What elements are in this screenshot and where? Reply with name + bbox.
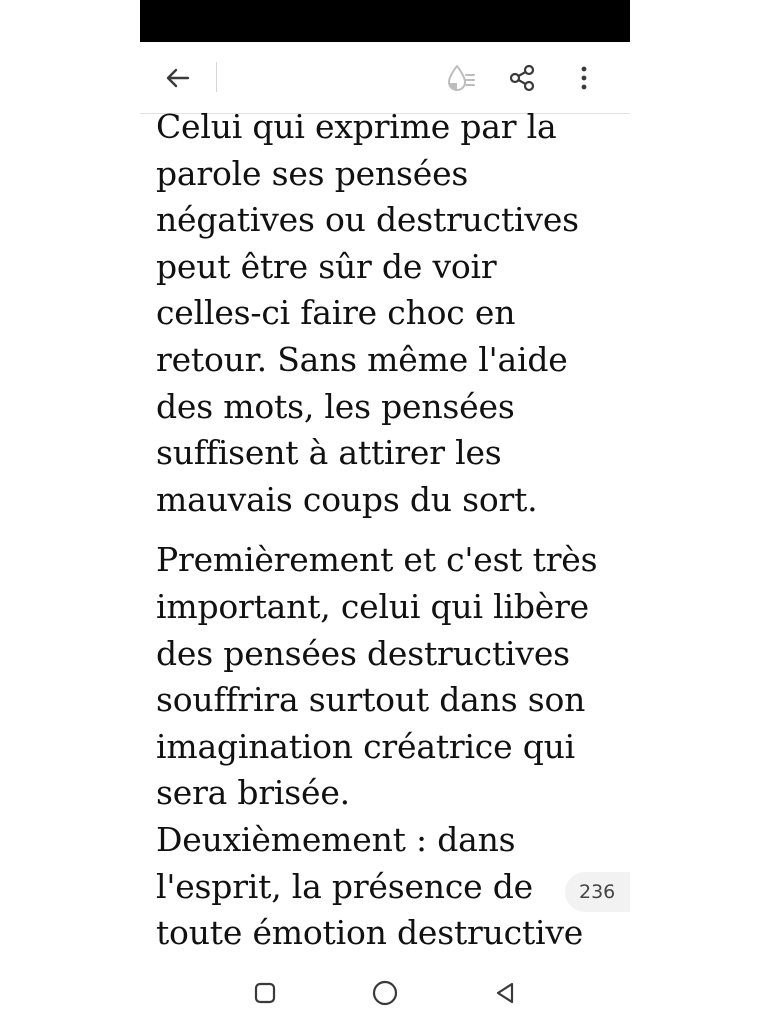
reader-mode-button[interactable] (439, 56, 483, 100)
text-line: Deuxièmement : dans (156, 819, 516, 859)
home-icon (371, 979, 399, 1007)
status-bar (140, 0, 630, 42)
share-button[interactable] (500, 56, 544, 100)
more-options-button[interactable] (562, 56, 606, 100)
recent-apps-icon (253, 981, 277, 1005)
text-line: négatives ou destructives (156, 200, 579, 240)
text-line: l'esprit, la présence de (156, 866, 534, 906)
right-margin (630, 0, 768, 1024)
text-line: suffisent à attirer les (156, 433, 502, 473)
arrow-left-icon (164, 64, 192, 92)
text-line: peut être sûr de voir (156, 246, 497, 286)
reader-mode-icon (444, 62, 478, 94)
text-line: celles-ci faire choc en (156, 293, 516, 333)
toolbar-divider (216, 62, 217, 92)
phone-screen (140, 0, 630, 1024)
share-icon (507, 63, 537, 93)
more-vertical-icon (579, 64, 589, 92)
left-margin (0, 0, 140, 1024)
page-number-badge: 236 (565, 872, 630, 912)
text-line: parole ses pensées (156, 153, 469, 193)
text-line: important, celui qui libère (156, 586, 589, 626)
text-line: retour. Sans même l'aide (156, 339, 568, 379)
article-content (156, 104, 626, 964)
paragraph-2 (156, 537, 626, 956)
system-navigation-bar (140, 962, 630, 1024)
recent-apps-button[interactable] (248, 976, 282, 1010)
text-line: des pensées destructives (156, 633, 570, 673)
text-line: imagination créatrice qui (156, 726, 576, 766)
nav-back-button[interactable] (488, 976, 522, 1010)
back-button[interactable] (156, 56, 200, 100)
text-line: mauvais coups du sort. (156, 479, 538, 519)
text-line: Celui qui exprime par la (156, 107, 557, 146)
paragraph-1 (156, 104, 626, 523)
text-line: toute émotion destructive (156, 913, 584, 953)
nav-back-icon (493, 981, 517, 1005)
home-button[interactable] (368, 976, 402, 1010)
text-line: des mots, les pensées (156, 386, 515, 426)
text-line: sera brisée. (156, 773, 350, 813)
text-line: Premièrement et c'est très (156, 540, 598, 580)
text-line: souffrira surtout dans son (156, 680, 586, 720)
